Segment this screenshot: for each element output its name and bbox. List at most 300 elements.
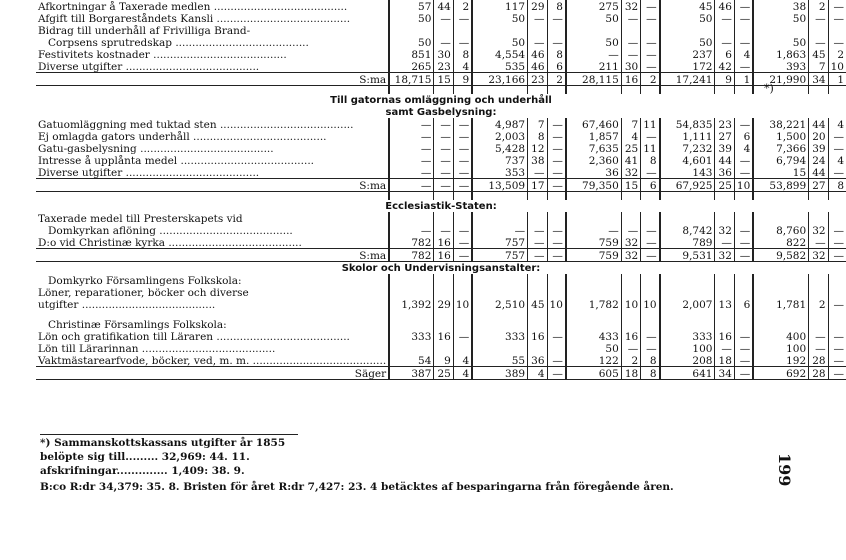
row-label: Domkyrkan aflöning ........................................ bbox=[48, 224, 293, 236]
amount-cell bbox=[528, 310, 547, 318]
amount-cell: 782 bbox=[389, 249, 434, 262]
amount-cell: — bbox=[389, 130, 434, 142]
amount-cell bbox=[566, 318, 621, 330]
amount-cell: 38 bbox=[753, 0, 808, 12]
amount-cell bbox=[828, 24, 846, 36]
amount-cell: 1,782 bbox=[566, 298, 621, 310]
amount-cell bbox=[734, 310, 753, 318]
amount-cell: 4,601 bbox=[660, 154, 715, 166]
amount-cell: 50 bbox=[389, 12, 434, 24]
amount-cell: — bbox=[641, 12, 660, 24]
amount-cell: — bbox=[453, 179, 472, 192]
amount-cell bbox=[828, 86, 846, 95]
amount-cell: 46 bbox=[528, 60, 547, 73]
amount-cell: 6 bbox=[715, 48, 734, 60]
footnote-line-1: *) Sammanskottskassans utgifter år 1855 bbox=[40, 437, 286, 449]
amount-cell: 50 bbox=[753, 36, 808, 48]
amount-cell bbox=[621, 318, 640, 330]
amount-cell: 10 bbox=[453, 298, 472, 310]
amount-cell: — bbox=[453, 12, 472, 24]
amount-cell bbox=[660, 318, 715, 330]
amount-cell: 17 bbox=[528, 179, 547, 192]
amount-cell: 2 bbox=[809, 298, 828, 310]
amount-cell bbox=[828, 310, 846, 318]
amount-cell: 15 bbox=[621, 179, 640, 192]
spacer-row bbox=[36, 192, 846, 201]
amount-cell: 1 bbox=[734, 73, 753, 86]
ledger-body bbox=[36, 0, 846, 380]
amount-cell bbox=[715, 86, 734, 95]
amount-cell bbox=[621, 286, 640, 298]
amount-cell bbox=[453, 286, 472, 298]
amount-cell: 782 bbox=[389, 236, 434, 249]
amount-cell: 54 bbox=[389, 354, 434, 367]
amount-cell bbox=[660, 86, 715, 95]
amount-cell bbox=[528, 342, 547, 354]
amount-cell: — bbox=[472, 224, 527, 236]
amount-cell: 2,007 bbox=[660, 298, 715, 310]
row-label: Gatu-gasbelysning ........................................ bbox=[38, 142, 274, 154]
amount-cell: 353 bbox=[472, 166, 527, 179]
amount-cell: 18,715 bbox=[389, 73, 434, 86]
amount-cell: — bbox=[734, 36, 753, 48]
row-label: Afkortningar å Taxerade medlen ........................................ bbox=[38, 0, 348, 12]
section-heading bbox=[36, 106, 846, 118]
amount-cell: 50 bbox=[753, 12, 808, 24]
row-label: Till gatornas omläggning och underhåll bbox=[330, 95, 552, 106]
amount-cell bbox=[734, 286, 753, 298]
row-label bbox=[36, 310, 389, 318]
row-label: utgifter ........................................ bbox=[38, 298, 216, 310]
amount-cell bbox=[472, 24, 527, 36]
amount-cell bbox=[621, 86, 640, 95]
amount-cell: 851 bbox=[389, 48, 434, 60]
amount-cell bbox=[621, 192, 640, 201]
amount-cell: — bbox=[734, 154, 753, 166]
table-row bbox=[36, 212, 846, 224]
amount-cell: 54,835 bbox=[660, 118, 715, 130]
amount-cell: 18 bbox=[715, 354, 734, 367]
amount-cell: 1,500 bbox=[753, 130, 808, 142]
amount-cell: — bbox=[547, 12, 566, 24]
table-row bbox=[36, 0, 846, 12]
amount-cell: — bbox=[547, 224, 566, 236]
amount-cell: 27 bbox=[715, 130, 734, 142]
amount-cell: 2 bbox=[547, 73, 566, 86]
amount-cell: — bbox=[828, 166, 846, 179]
amount-cell: 275 bbox=[566, 0, 621, 12]
row-label: Festivitets kostnader ........................................ bbox=[38, 48, 287, 60]
amount-cell: 11 bbox=[641, 142, 660, 154]
amount-cell bbox=[734, 274, 753, 286]
amount-cell bbox=[621, 274, 640, 286]
row-label: Löner, reparationer, böcker och diverse bbox=[38, 286, 249, 298]
amount-cell: — bbox=[641, 224, 660, 236]
amount-cell bbox=[660, 286, 715, 298]
amount-cell bbox=[660, 274, 715, 286]
amount-cell: 25 bbox=[715, 179, 734, 192]
amount-cell: — bbox=[809, 36, 828, 48]
amount-cell: 333 bbox=[389, 330, 434, 342]
row-label: Diverse utgifter ........................................ bbox=[38, 60, 260, 73]
amount-cell: 36 bbox=[715, 166, 734, 179]
amount-cell: — bbox=[734, 330, 753, 342]
amount-cell bbox=[641, 310, 660, 318]
row-label: Domkyrko Församlingens Folkskola: bbox=[48, 274, 242, 286]
amount-cell: — bbox=[641, 130, 660, 142]
amount-cell bbox=[828, 286, 846, 298]
amount-cell: 2,360 bbox=[566, 154, 621, 166]
amount-cell bbox=[734, 212, 753, 224]
amount-cell: 172 bbox=[660, 60, 715, 73]
amount-cell: — bbox=[528, 249, 547, 262]
amount-cell: 50 bbox=[472, 12, 527, 24]
amount-cell: — bbox=[453, 142, 472, 154]
section-heading bbox=[36, 94, 846, 106]
amount-cell: 433 bbox=[566, 330, 621, 342]
amount-cell: 2,510 bbox=[472, 298, 527, 310]
amount-cell: — bbox=[828, 354, 846, 367]
amount-cell: 9 bbox=[453, 73, 472, 86]
amount-cell: 4 bbox=[828, 118, 846, 130]
amount-cell bbox=[547, 86, 566, 95]
spacer-row bbox=[36, 310, 846, 318]
amount-cell: 759 bbox=[566, 249, 621, 262]
amount-cell: 10 bbox=[547, 298, 566, 310]
table-row bbox=[36, 318, 846, 330]
amount-cell: 8 bbox=[641, 154, 660, 166]
amount-cell: — bbox=[566, 48, 621, 60]
amount-cell: — bbox=[641, 48, 660, 60]
amount-cell: — bbox=[547, 249, 566, 262]
amount-cell bbox=[434, 286, 453, 298]
amount-cell: — bbox=[828, 142, 846, 154]
amount-cell bbox=[715, 286, 734, 298]
amount-cell: — bbox=[453, 154, 472, 166]
amount-cell: — bbox=[828, 249, 846, 262]
row-label: Intresse å upplånta medel ........................................ bbox=[38, 154, 314, 166]
amount-cell: 389 bbox=[472, 367, 527, 380]
amount-cell bbox=[566, 192, 621, 201]
amount-cell: — bbox=[434, 12, 453, 24]
table-row bbox=[36, 236, 846, 249]
amount-cell: 2 bbox=[828, 48, 846, 60]
amount-cell: — bbox=[828, 36, 846, 48]
amount-cell bbox=[809, 24, 828, 36]
amount-cell: 30 bbox=[621, 60, 640, 73]
amount-cell: — bbox=[547, 367, 566, 380]
amount-cell bbox=[453, 24, 472, 36]
row-label: Skolor och Undervisningsanstalter: bbox=[341, 263, 541, 274]
amount-cell: — bbox=[434, 130, 453, 142]
amount-cell bbox=[660, 310, 715, 318]
amount-cell bbox=[453, 310, 472, 318]
amount-cell: 789 bbox=[660, 236, 715, 249]
amount-cell bbox=[641, 86, 660, 95]
amount-cell: 18 bbox=[621, 367, 640, 380]
amount-cell: — bbox=[715, 236, 734, 249]
row-label: Lön och gratifikation till Läraren ........................................ bbox=[38, 330, 350, 342]
amount-cell: 8 bbox=[828, 179, 846, 192]
amount-cell bbox=[753, 192, 808, 201]
amount-cell: 4 bbox=[453, 60, 472, 73]
amount-cell: 10 bbox=[641, 298, 660, 310]
amount-cell: 16 bbox=[528, 330, 547, 342]
amount-cell bbox=[472, 274, 527, 286]
amount-cell: — bbox=[828, 0, 846, 12]
amount-cell: — bbox=[809, 330, 828, 342]
amount-cell: 38 bbox=[528, 154, 547, 166]
amount-cell bbox=[753, 86, 808, 95]
amount-cell: 2 bbox=[453, 0, 472, 12]
amount-cell: 11 bbox=[641, 118, 660, 130]
amount-cell: — bbox=[641, 236, 660, 249]
table-row bbox=[36, 286, 846, 298]
footnote-marker: *) bbox=[764, 82, 774, 95]
row-label: Vaktmästarearfvode, böcker, ved, m. m. ........................................ bbox=[38, 354, 387, 367]
amount-cell: 7 bbox=[809, 60, 828, 73]
amount-cell: 122 bbox=[566, 354, 621, 367]
amount-cell bbox=[809, 212, 828, 224]
amount-cell: 44 bbox=[715, 154, 734, 166]
amount-cell bbox=[734, 318, 753, 330]
amount-cell: — bbox=[828, 236, 846, 249]
amount-cell: 20 bbox=[809, 130, 828, 142]
amount-cell: — bbox=[453, 236, 472, 249]
amount-cell bbox=[828, 192, 846, 201]
row-label: Diverse utgifter ........................................ bbox=[38, 166, 260, 179]
amount-cell bbox=[547, 192, 566, 201]
amount-cell bbox=[809, 318, 828, 330]
amount-cell bbox=[434, 274, 453, 286]
amount-cell: 16 bbox=[434, 236, 453, 249]
sum-row bbox=[36, 73, 846, 86]
amount-cell bbox=[434, 212, 453, 224]
amount-cell bbox=[715, 318, 734, 330]
amount-cell: 2 bbox=[641, 73, 660, 86]
amount-cell: — bbox=[641, 342, 660, 354]
amount-cell: 39 bbox=[809, 142, 828, 154]
amount-cell: 1,111 bbox=[660, 130, 715, 142]
amount-cell: 32 bbox=[621, 166, 640, 179]
amount-cell: 692 bbox=[753, 367, 808, 380]
amount-cell: — bbox=[734, 249, 753, 262]
amount-cell: 24 bbox=[809, 154, 828, 166]
amount-cell bbox=[621, 310, 640, 318]
amount-cell: 4 bbox=[621, 130, 640, 142]
amount-cell: — bbox=[734, 0, 753, 12]
amount-cell: 1,392 bbox=[389, 298, 434, 310]
amount-cell bbox=[453, 86, 472, 95]
amount-cell: 23 bbox=[528, 73, 547, 86]
amount-cell bbox=[715, 274, 734, 286]
amount-cell: — bbox=[734, 236, 753, 249]
amount-cell bbox=[566, 86, 621, 95]
amount-cell bbox=[547, 24, 566, 36]
amount-cell: — bbox=[528, 166, 547, 179]
row-label: S:ma bbox=[36, 73, 389, 86]
amount-cell bbox=[528, 274, 547, 286]
amount-cell: — bbox=[734, 60, 753, 73]
amount-cell: 41 bbox=[621, 154, 640, 166]
amount-cell bbox=[547, 286, 566, 298]
amount-cell: 2,003 bbox=[472, 130, 527, 142]
amount-cell: 38,221 bbox=[753, 118, 808, 130]
amount-cell bbox=[828, 212, 846, 224]
amount-cell: 6 bbox=[734, 130, 753, 142]
amount-cell: 16 bbox=[434, 249, 453, 262]
amount-cell bbox=[734, 86, 753, 95]
table-row bbox=[36, 224, 846, 236]
amount-cell: 32 bbox=[809, 249, 828, 262]
amount-cell: 32 bbox=[809, 224, 828, 236]
amount-cell bbox=[472, 286, 527, 298]
amount-cell: — bbox=[621, 342, 640, 354]
amount-cell: — bbox=[547, 36, 566, 48]
amount-cell: 34 bbox=[809, 73, 828, 86]
amount-cell: — bbox=[734, 354, 753, 367]
page-number: 199 bbox=[775, 453, 794, 487]
amount-cell: — bbox=[734, 224, 753, 236]
table-row bbox=[36, 130, 846, 142]
amount-cell: 4,987 bbox=[472, 118, 527, 130]
amount-cell bbox=[715, 310, 734, 318]
amount-cell bbox=[660, 212, 715, 224]
amount-cell: 8,742 bbox=[660, 224, 715, 236]
amount-cell: 36 bbox=[566, 166, 621, 179]
amount-cell bbox=[434, 24, 453, 36]
amount-cell: — bbox=[434, 154, 453, 166]
amount-cell: — bbox=[389, 118, 434, 130]
amount-cell: 45 bbox=[809, 48, 828, 60]
amount-cell bbox=[828, 274, 846, 286]
amount-cell bbox=[660, 192, 715, 201]
amount-cell bbox=[389, 274, 434, 286]
amount-cell: — bbox=[453, 130, 472, 142]
amount-cell bbox=[528, 212, 547, 224]
amount-cell: 16 bbox=[715, 330, 734, 342]
amount-cell: 2 bbox=[809, 0, 828, 12]
amount-cell: 1,781 bbox=[753, 298, 808, 310]
amount-cell: 8 bbox=[547, 48, 566, 60]
amount-cell bbox=[641, 24, 660, 36]
amount-cell: 34 bbox=[715, 367, 734, 380]
amount-cell bbox=[389, 342, 434, 354]
table-row bbox=[36, 342, 846, 354]
amount-cell: — bbox=[809, 236, 828, 249]
amount-cell: — bbox=[547, 179, 566, 192]
section-heading bbox=[36, 262, 846, 275]
amount-cell bbox=[566, 286, 621, 298]
row-label: Taxerade medel till Presterskapets vid bbox=[38, 212, 243, 224]
amount-cell bbox=[715, 212, 734, 224]
sum-row bbox=[36, 367, 846, 380]
amount-cell: 79,350 bbox=[566, 179, 621, 192]
amount-cell: 8 bbox=[641, 367, 660, 380]
amount-cell bbox=[472, 318, 527, 330]
amount-cell: — bbox=[547, 130, 566, 142]
amount-cell: — bbox=[389, 179, 434, 192]
amount-cell: 16 bbox=[621, 330, 640, 342]
row-label: Gatuomläggning med tuktad sten ........................................ bbox=[38, 118, 354, 130]
amount-cell: — bbox=[715, 342, 734, 354]
amount-cell: — bbox=[641, 166, 660, 179]
table-row bbox=[36, 298, 846, 310]
amount-cell: 100 bbox=[660, 342, 715, 354]
amount-cell: 29 bbox=[434, 298, 453, 310]
amount-cell: — bbox=[389, 224, 434, 236]
amount-cell bbox=[566, 212, 621, 224]
amount-cell: 333 bbox=[660, 330, 715, 342]
spacer-row bbox=[36, 86, 846, 95]
amount-cell: 8 bbox=[547, 0, 566, 12]
amount-cell bbox=[528, 24, 547, 36]
amount-cell: 32 bbox=[715, 224, 734, 236]
amount-cell: — bbox=[828, 298, 846, 310]
amount-cell: 46 bbox=[715, 0, 734, 12]
amount-cell: — bbox=[828, 330, 846, 342]
amount-cell bbox=[809, 274, 828, 286]
amount-cell: 387 bbox=[389, 367, 434, 380]
amount-cell bbox=[715, 192, 734, 201]
amount-cell bbox=[389, 86, 434, 95]
amount-cell: 45 bbox=[660, 0, 715, 12]
amount-cell bbox=[753, 310, 808, 318]
amount-cell: 759 bbox=[566, 236, 621, 249]
amount-cell bbox=[389, 286, 434, 298]
amount-cell: 57 bbox=[389, 0, 434, 12]
amount-cell: 5,428 bbox=[472, 142, 527, 154]
row-label: Christinæ Församlings Folkskola: bbox=[48, 318, 227, 330]
amount-cell: — bbox=[528, 36, 547, 48]
amount-cell: — bbox=[547, 154, 566, 166]
amount-cell bbox=[547, 342, 566, 354]
amount-cell: 50 bbox=[566, 342, 621, 354]
amount-cell: 67,925 bbox=[660, 179, 715, 192]
amount-cell: — bbox=[389, 142, 434, 154]
amount-cell: — bbox=[828, 367, 846, 380]
amount-cell bbox=[547, 310, 566, 318]
table-row bbox=[36, 48, 846, 60]
amount-cell: — bbox=[528, 236, 547, 249]
amount-cell: — bbox=[453, 36, 472, 48]
amount-cell: — bbox=[453, 166, 472, 179]
amount-cell: 535 bbox=[472, 60, 527, 73]
amount-cell: — bbox=[641, 60, 660, 73]
amount-cell: 4 bbox=[828, 154, 846, 166]
amount-cell: 23 bbox=[715, 118, 734, 130]
amount-cell: — bbox=[453, 118, 472, 130]
sum-row bbox=[36, 249, 846, 262]
amount-cell: 50 bbox=[472, 36, 527, 48]
amount-cell: 393 bbox=[753, 60, 808, 73]
amount-cell: 265 bbox=[389, 60, 434, 73]
amount-cell: — bbox=[389, 166, 434, 179]
amount-cell bbox=[528, 286, 547, 298]
amount-cell: — bbox=[434, 118, 453, 130]
amount-cell: 2 bbox=[621, 354, 640, 367]
row-label: Corpsens sprutredskap ........................................ bbox=[48, 36, 309, 48]
amount-cell: — bbox=[453, 249, 472, 262]
amount-cell: — bbox=[566, 224, 621, 236]
amount-cell bbox=[434, 342, 453, 354]
amount-cell: 39 bbox=[715, 142, 734, 154]
amount-cell: 757 bbox=[472, 249, 527, 262]
amount-cell: 27 bbox=[809, 179, 828, 192]
amount-cell: 15 bbox=[434, 73, 453, 86]
amount-cell: 28 bbox=[809, 354, 828, 367]
amount-cell bbox=[453, 318, 472, 330]
